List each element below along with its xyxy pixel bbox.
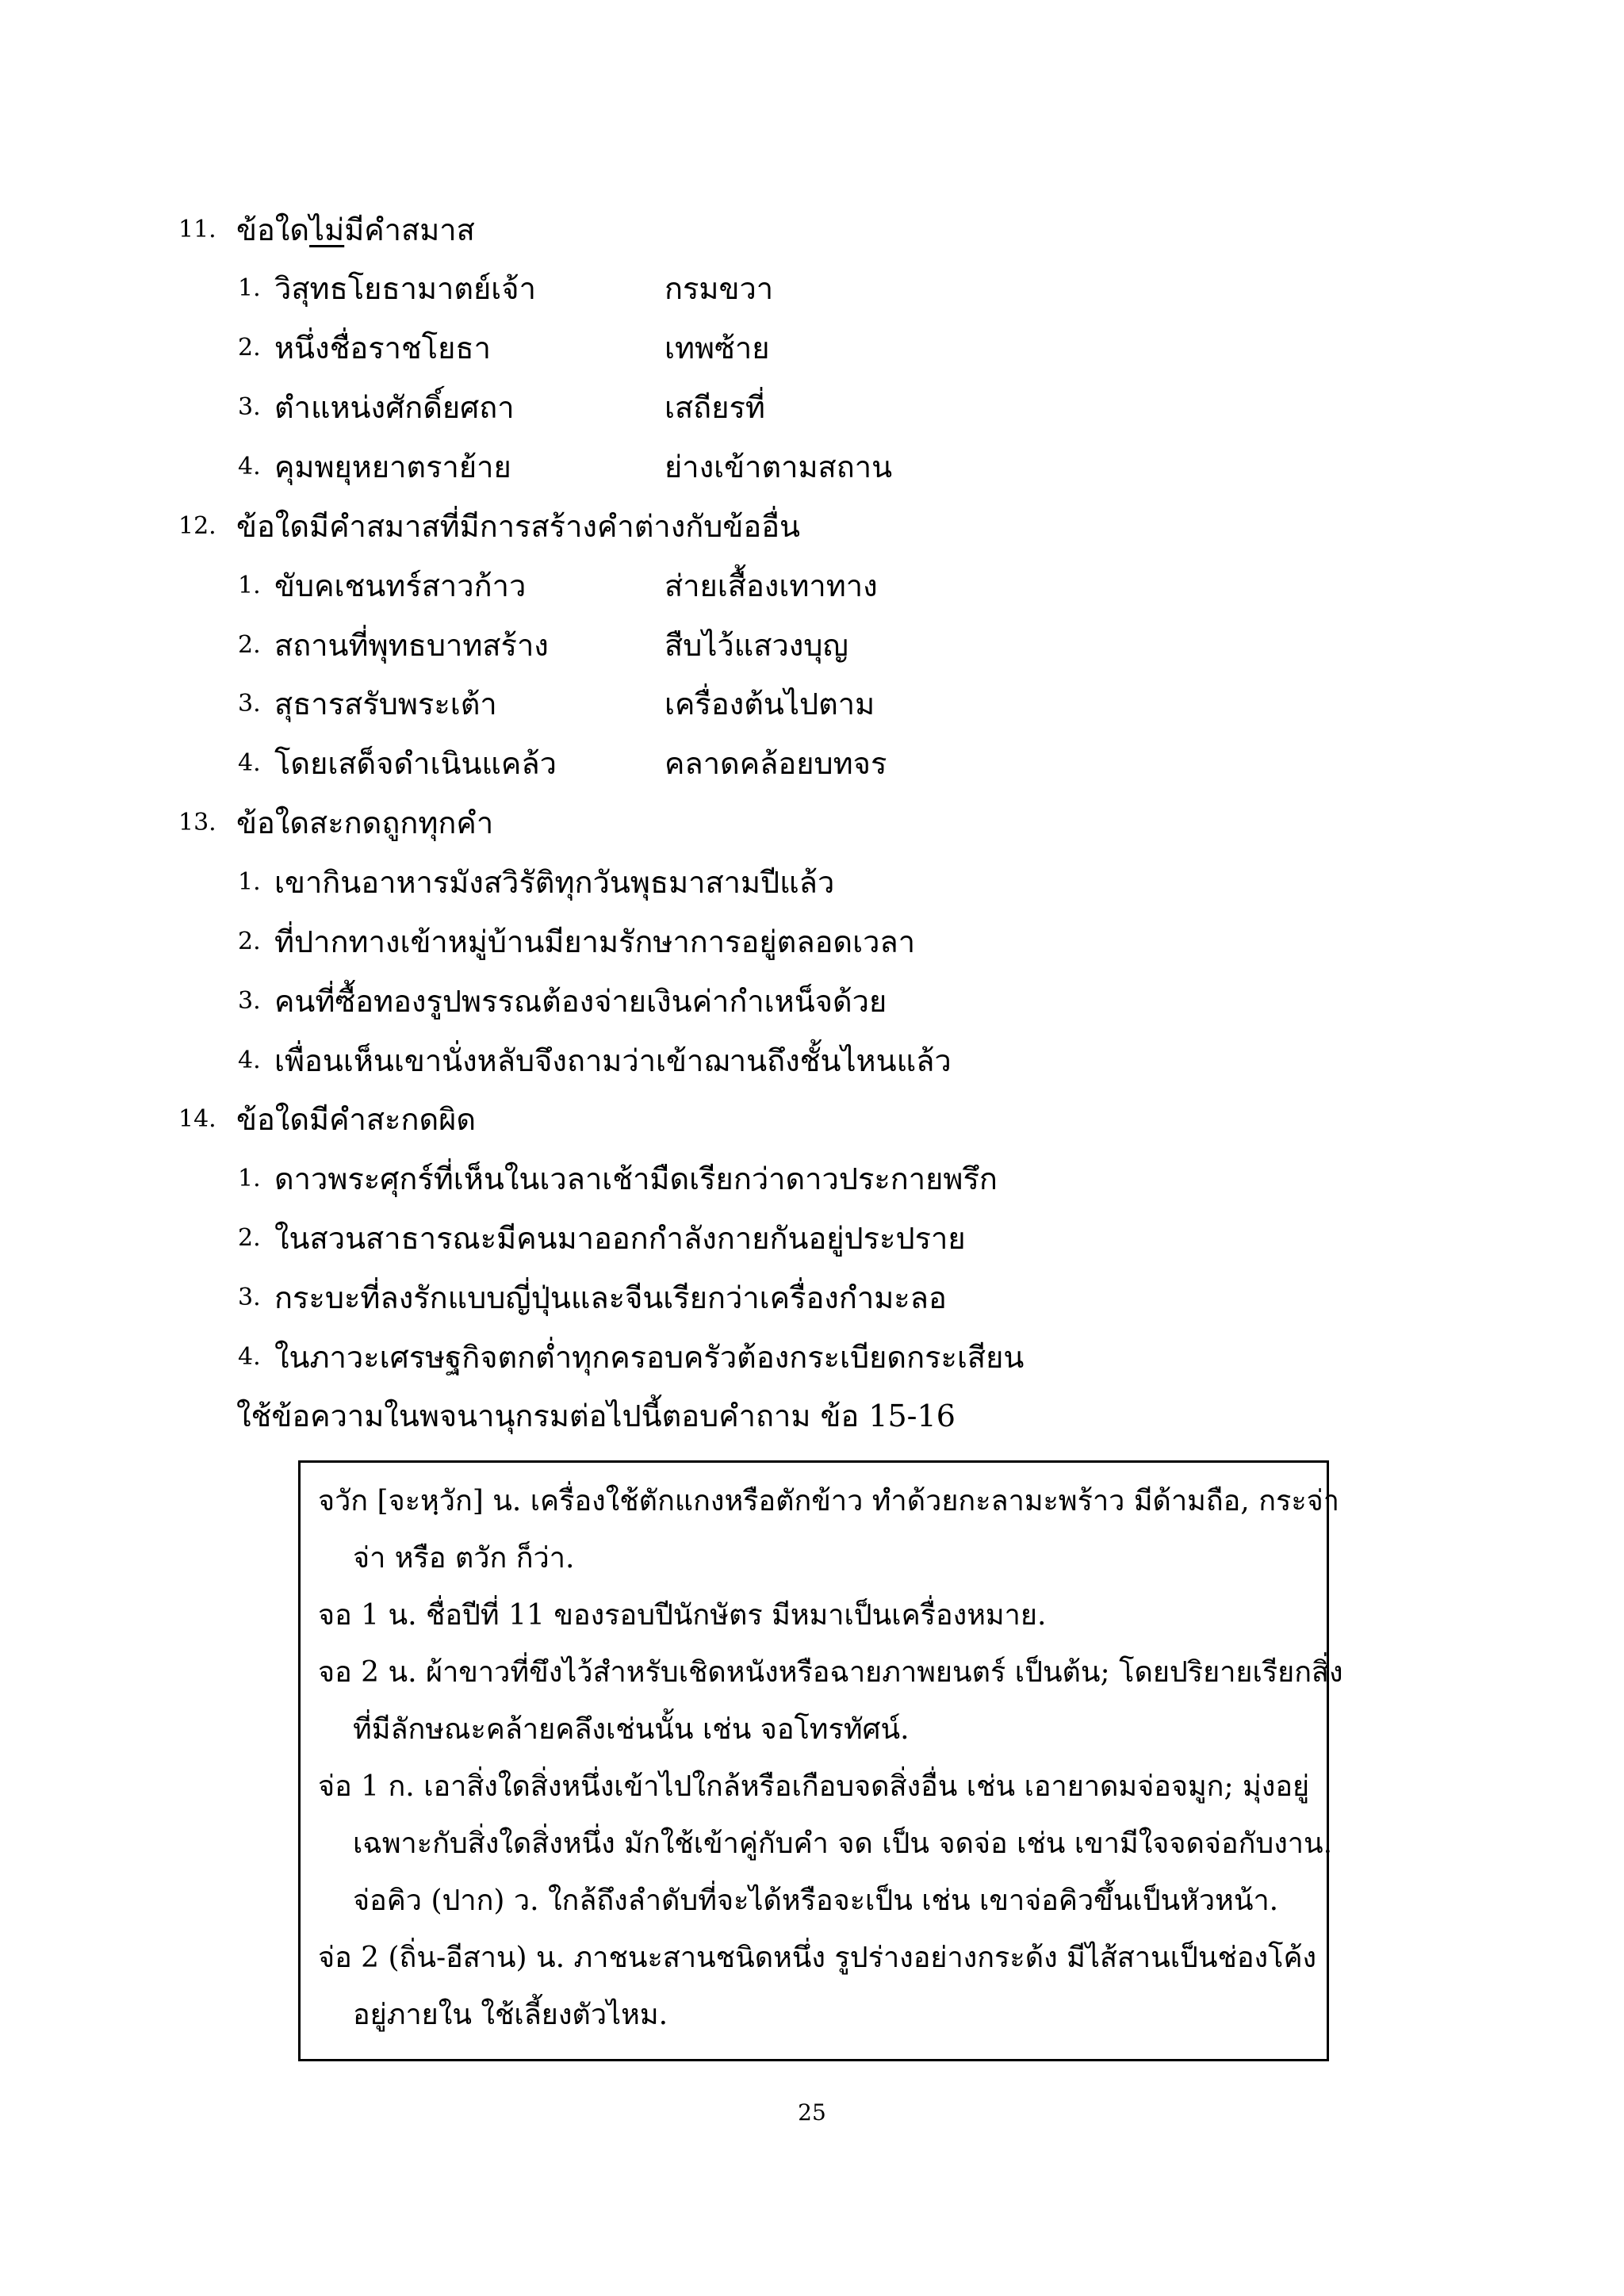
dictionary-line: จ่า หรือ ตวัก ก็ว่า.: [353, 1542, 575, 1575]
option-number: 2.: [238, 334, 261, 362]
dictionary-line: เฉพาะกับสิ่งใดสิ่งหนึ่ง มักใช้เข้าคู่กับคำ จด เป็น จดจ่อ เช่น เขามีใจจดจ่อกับงาน.: [353, 1827, 1333, 1860]
option-number: 3.: [238, 1284, 261, 1311]
option-text: โดยเสด็จดำเนินแคล้ว: [274, 746, 557, 781]
option-text-second: ย่างเข้าตามสถาน: [665, 450, 893, 484]
question-number: 11.: [178, 216, 216, 243]
option-number: 4.: [238, 1343, 261, 1371]
dictionary-line: ที่มีลักษณะคล้ายคลึงเช่นนั้น เช่น จอโทรทัศน์.: [353, 1713, 910, 1746]
dictionary-line: จอ 2 น. ผ้าขาวที่ขึงไว้สำหรับเชิดหนังหรือฉายภาพยนตร์ เป็นต้น; โดยปริยายเรียกสิ่ง: [318, 1656, 1343, 1689]
option-text-second: ส่ายเสื้องเทาทาง: [665, 568, 878, 603]
option-text: สุธารสรับพระเต้า: [274, 687, 497, 721]
dictionary-line: จ่อ 1 ก. เอาสิ่งใดสิ่งหนึ่งเข้าไปใกล้หรือเกือบจดสิ่งอื่น เช่น เอายาดมจ่อจมูก; มุ่งอยู่: [318, 1770, 1310, 1803]
option-text: เพื่อนเห็นเขานั่งหลับจึงถามว่าเข้าฌานถึงชั้นไหนแล้ว: [274, 1043, 952, 1078]
question-text-prefix: ข้อใด: [236, 212, 310, 247]
option-text: กระบะที่ลงรักแบบญี่ปุ่นและจีนเรียกว่าเครื่องกำมะลอ: [274, 1280, 947, 1315]
option-number: 3.: [238, 987, 261, 1015]
dictionary-line: จ่อ 2 (ถิ่น-อีสาน) น. ภาชนะสานชนิดหนึ่ง รูปร่างอย่างกระด้ง มีไส้สานเป็นช่องโค้ง: [318, 1942, 1317, 1974]
option-number: 3.: [238, 690, 261, 718]
dictionary-line: จ่อคิว (ปาก) ว. ใกล้ถึงลำดับที่จะได้หรือจะเป็น เช่น เขาจ่อคิวขึ้นเป็นหัวหน้า.: [353, 1885, 1279, 1917]
option-text: คุมพยุหยาตราย้าย: [274, 450, 511, 484]
option-text: ดาวพระศุกร์ที่เห็นในเวลาเช้ามืดเรียกว่าดาวประกายพรึก: [274, 1161, 998, 1196]
option-number: 1.: [238, 868, 261, 896]
option-text: ในภาวะเศรษฐกิจตกต่ำทุกครอบครัวต้องกระเบียดกระเสียน: [274, 1340, 1025, 1375]
question-text-suffix: มีคำสมาส: [344, 212, 475, 247]
option-number: 2.: [238, 631, 261, 659]
option-text-second: คลาดคล้อยบทจร: [665, 746, 887, 781]
option-number: 2.: [238, 928, 261, 955]
option-text-second: กรมขวา: [665, 271, 774, 306]
dictionary-line: จอ 1 น. ชื่อปีที่ 11 ของรอบปีนักษัตร มีหมาเป็นเครื่องหมาย.: [318, 1599, 1047, 1632]
dictionary-line: จวัก [จะหฺวัก] น. เครื่องใช้ตักแกงหรือตักข้าว ทำด้วยกะลามะพร้าว มีด้ามถือ, กระจ่า: [318, 1485, 1339, 1517]
question-text: ข้อใดมีคำสะกดผิด: [236, 1102, 477, 1137]
option-text: หนึ่งชื่อราชโยธา: [274, 331, 491, 365]
option-text: ที่ปากทางเข้าหมู่บ้านมียามรักษาการอยู่ตลอดเวลา: [274, 924, 916, 959]
page-number: 25: [798, 2099, 826, 2126]
dictionary-line: อยู่ภายใน ใช้เลี้ยงตัวไหม.: [353, 1999, 668, 2031]
question-text-underlined: ไม่: [309, 212, 345, 247]
option-text: ขับคเชนทร์สาวก้าว: [274, 568, 527, 603]
option-number: 4.: [238, 1047, 261, 1074]
option-number: 1.: [238, 1165, 261, 1192]
option-text: เขากินอาหารมังสวิรัติทุกวันพุธมาสามปีแล้ว: [274, 865, 835, 900]
option-text: ตำแหน่งศักดิ์ยศถา: [274, 390, 515, 425]
option-number: 1.: [238, 274, 261, 302]
option-text-second: เทพซ้าย: [665, 331, 770, 365]
question-number: 13.: [178, 809, 216, 836]
instruction-text-content: ใช้ข้อความในพจนานุกรมต่อไปนี้ตอบคำถาม ข้อ 15-16: [236, 1399, 956, 1433]
option-number: 4.: [238, 453, 261, 480]
question-number: 14.: [178, 1105, 216, 1133]
option-text: วิสุทธโยธามาตย์เจ้า: [274, 271, 536, 306]
option-text-second: เครื่องต้นไปตาม: [665, 687, 875, 721]
option-number: 1.: [238, 572, 261, 599]
question-text: ข้อใดสะกดถูกทุกคำ: [236, 806, 494, 840]
option-text: สถานที่พุทธบาทสร้าง: [274, 628, 549, 663]
option-text: ในสวนสาธารณะมีคนมาออกกำลังกายกันอยู่ประปราย: [274, 1221, 966, 1256]
option-text-second: สืบไว้แสวงบุญ: [665, 628, 848, 663]
option-number: 3.: [238, 393, 261, 421]
option-number: 4.: [238, 749, 261, 777]
option-text-second: เสถียรที่: [665, 390, 765, 425]
dictionary-box: [298, 1460, 1343, 2061]
question-text: [236, 211, 475, 249]
option-text: คนที่ซื้อทองรูปพรรณต้องจ่ายเงินค่ากำเหน็จด้วย: [274, 984, 887, 1019]
question-text: ข้อใดมีคำสมาสที่มีการสร้างคำต่างกับข้ออื่น: [236, 509, 801, 544]
option-number: 2.: [238, 1224, 261, 1252]
question-number: 12.: [178, 512, 216, 540]
